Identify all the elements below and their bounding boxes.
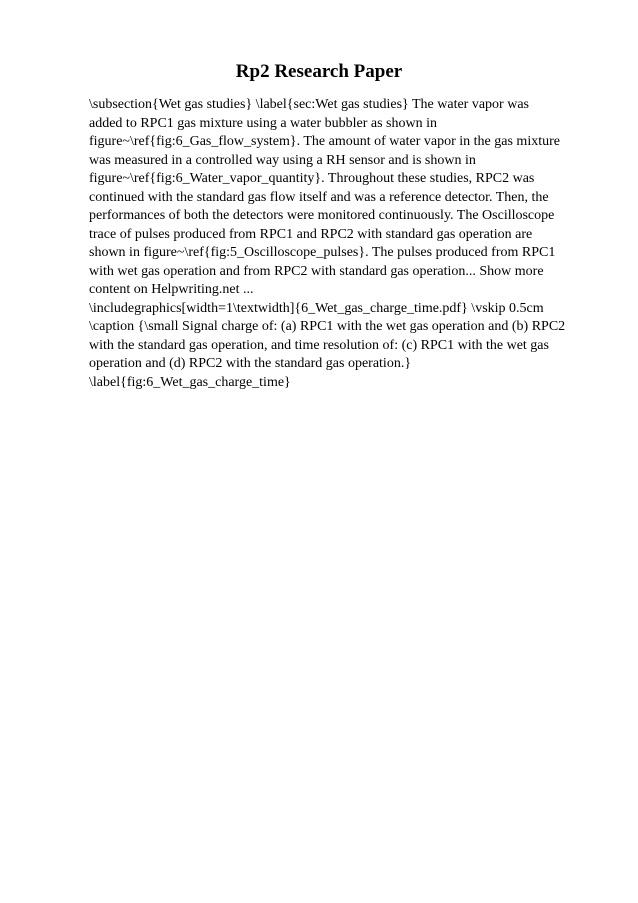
text-line: \subsection{Wet gas studies} \label{sec:Wet gas studies} The water vapor was (89, 97, 529, 112)
text-line: was measured in a controlled way using a RH sensor and is shown in (89, 152, 476, 168)
caption-line: with the standard gas operation, and time resolution of: (c) RPC1 with the wet gas (89, 337, 549, 353)
text-line: performances of both the detectors were monitored continuously. The Oscilloscope (89, 208, 555, 223)
label-line: \label{fig:6_Wet_gas_charge_time} (89, 374, 291, 390)
text-line: shown in figure~\ref{fig:5_Oscilloscope_pulses}. The pulses produced from RPC1 (89, 245, 556, 260)
text-line: continued with the standard gas flow itself and was a reference detector. Then, the (89, 189, 549, 205)
caption-line: \caption {\small Signal charge of: (a) RPC1 with the wet gas operation and (b) RPC2 (89, 319, 566, 334)
text-line: \includegraphics[width=1\textwidth]{6_Wet_gas_charge_time.pdf} \vskip 0.5cm (89, 300, 544, 316)
text-line: figure~\ref{fig:6_Gas_flow_system}. The amount of water vapor in the gas mixture (89, 134, 560, 149)
text-line: added to RPC1 gas mixture using a water bubbler as shown in (89, 115, 438, 131)
text-line: figure~\ref{fig:6_Water_vapor_quantity}. Throughout these studies, RPC2 was (89, 171, 535, 186)
page-title: Rp2 Research Paper (235, 61, 403, 82)
caption-line: operation and (d) RPC2 with the standard gas operation.} (89, 356, 412, 371)
text-line: content on Helpwriting.net ... (89, 282, 254, 297)
body-paragraph (89, 96, 589, 392)
text-line: with wet gas operation and from RPC2 with standard gas operation... Show more (89, 263, 544, 279)
text-line: trace of pulses produced from RPC1 and RPC2 with standard gas operation are (89, 226, 533, 242)
